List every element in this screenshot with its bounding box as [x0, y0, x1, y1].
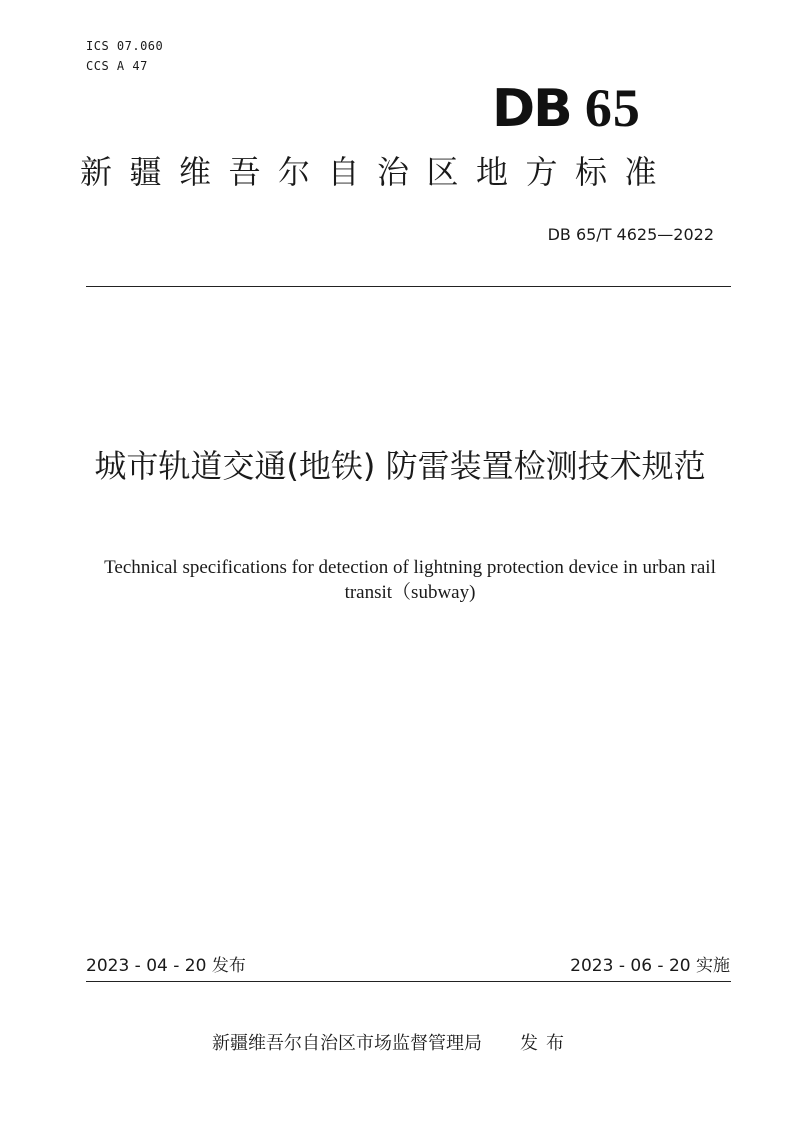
bottom-divider: [86, 981, 731, 982]
issue-date: 2023 - 04 - 20 发布: [86, 956, 246, 976]
ccs-code: CCS A 47: [86, 59, 148, 73]
publisher: [212, 1032, 572, 1056]
standard-category: 新疆维吾尔自治区地方标准: [80, 153, 675, 191]
db-logo-number: 65: [584, 78, 641, 138]
title-english: Technical specifications for detection of lightning protection device in urban rail transit（subway): [104, 557, 716, 603]
db-logo: [492, 78, 641, 139]
publisher-action: 发布: [520, 1033, 572, 1054]
standard-number: DB 65/T 4625—2022: [547, 225, 714, 244]
title-chinese: 城市轨道交通(地铁) 防雷装置检测技术规范: [94, 447, 706, 485]
top-divider: [86, 286, 731, 287]
classification-codes: [86, 36, 163, 76]
publisher-name: 新疆维吾尔自治区市场监督管理局: [212, 1033, 482, 1054]
db-logo-letters: DB: [492, 79, 571, 139]
ics-code: ICS 07.060: [86, 39, 164, 53]
implementation-date: 2023 - 06 - 20 实施: [570, 956, 730, 976]
